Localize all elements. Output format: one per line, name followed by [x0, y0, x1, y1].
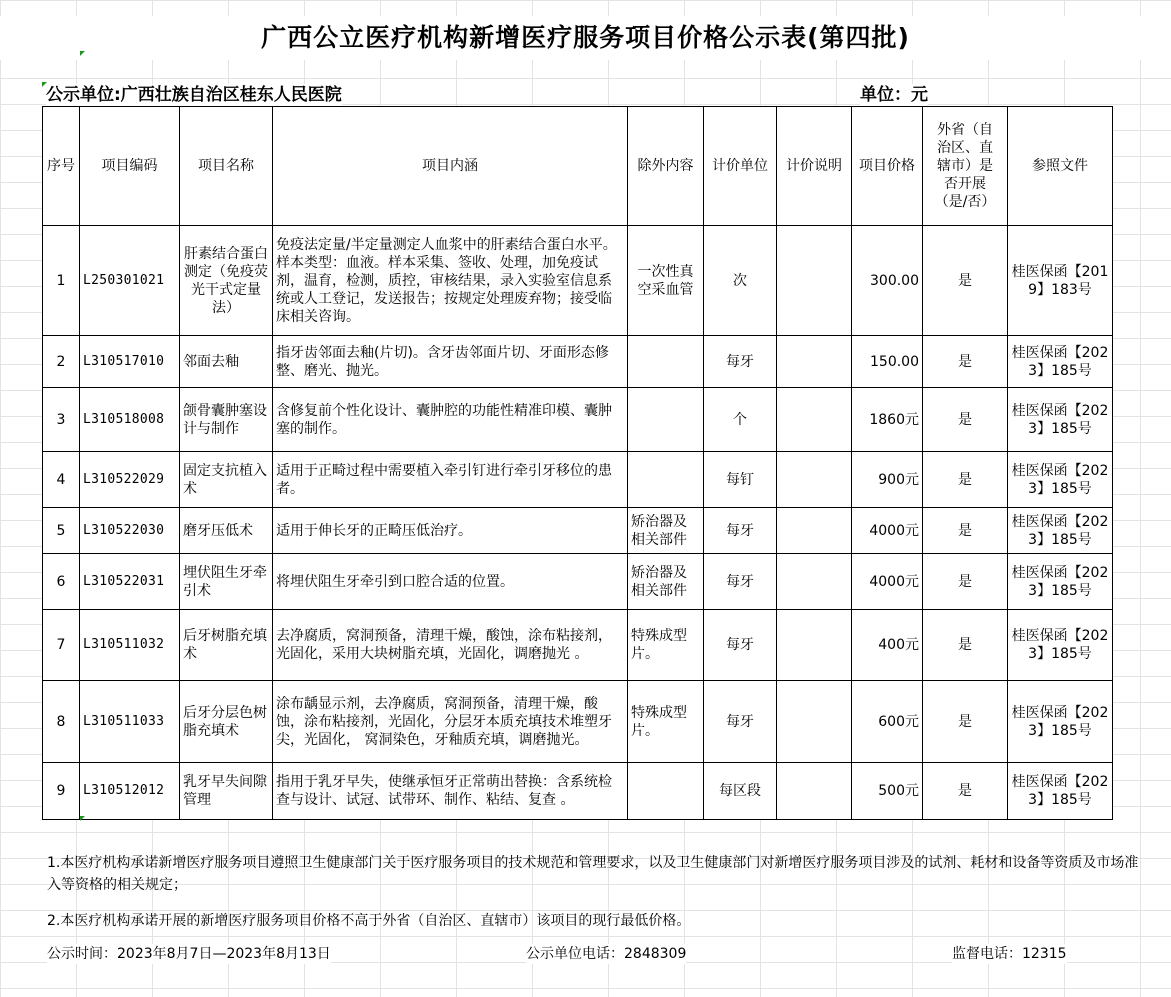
row-number: 3	[43, 388, 80, 452]
pricing-unit: 次	[704, 226, 777, 336]
pricing-note	[777, 388, 852, 452]
reference-document: 桂医保函【2019】183号	[1008, 226, 1113, 336]
table-row	[43, 336, 1113, 388]
publisher-row	[44, 84, 1112, 106]
item-content: 指牙齿邻面去釉(片切)。含牙齿邻面片切、牙面形态修整、磨光、抛光。	[273, 336, 628, 388]
item-content: 免疫法定量/半定量测定人血浆中的肝素结合蛋白水平。样本类型：血液。样本采集、签收、处理，加免疫试剂，温育，检测，质控，审核结果，录入实验室信息系统或人工登记，发送报告；按规定处理废弃物；接受临床相关咨询。	[273, 226, 628, 336]
table-row	[43, 681, 1113, 763]
item-code: L310511032	[80, 610, 180, 681]
reference-document: 桂医保函【2023】185号	[1008, 681, 1113, 763]
item-name: 磨牙压低术	[180, 508, 273, 554]
pricing-unit: 每牙	[704, 681, 777, 763]
reference-document: 桂医保函【2023】185号	[1008, 554, 1113, 610]
item-price: 1860元	[852, 388, 923, 452]
item-price: 500元	[852, 763, 923, 820]
row-number: 6	[43, 554, 80, 610]
cell-comment-marker	[80, 816, 85, 821]
other-province-flag: 是	[923, 681, 1008, 763]
item-content: 含修复前个性化设计、囊肿腔的功能性精准印模、囊肿塞的制作。	[273, 388, 628, 452]
other-province-flag: 是	[923, 610, 1008, 681]
table-row	[43, 763, 1113, 820]
item-price: 300.00	[852, 226, 923, 336]
item-price: 4000元	[852, 508, 923, 554]
reference-document: 桂医保函【2023】185号	[1008, 388, 1113, 452]
currency-unit-label: 单位：元	[860, 85, 928, 105]
header-cell: 外省（自治区、直辖市）是否开展（是/否）	[923, 107, 1008, 226]
table-row	[43, 452, 1113, 508]
publisher-label: 公示单位:广西壮族自治区桂东人民医院	[46, 85, 342, 105]
other-province-flag: 是	[923, 508, 1008, 554]
pricing-unit: 每牙	[704, 610, 777, 681]
pricing-unit: 个	[704, 388, 777, 452]
pricing-note	[777, 681, 852, 763]
excluded-content: 一次性真空采血管	[628, 226, 704, 336]
commitment-note-1: 1.本医疗机构承诺新增医疗服务项目遵照卫生健康部门关于医疗服务项目的技术规范和管理要求，以及卫生健康部门对新增医疗服务项目涉及的试剂、耗材和设备等资质及市场准入等资格的相关规定；	[47, 855, 1139, 893]
excluded-content: 矫治器及相关部件	[628, 554, 704, 610]
item-price: 600元	[852, 681, 923, 763]
price-table	[42, 106, 1113, 820]
item-content: 适用于正畸过程中需要植入牵引钉进行牵引牙移位的患者。	[273, 452, 628, 508]
excluded-content: 矫治器及相关部件	[628, 508, 704, 554]
item-price: 400元	[852, 610, 923, 681]
publicity-period: 公示时间：2023年8月7日—2023年8月13日	[47, 946, 331, 962]
pricing-unit: 每区段	[704, 763, 777, 820]
row-number: 2	[43, 336, 80, 388]
item-content: 将埋伏阻生牙牵引到口腔合适的位置。	[273, 554, 628, 610]
other-province-flag: 是	[923, 554, 1008, 610]
header-cell: 参照文件	[1008, 107, 1113, 226]
pricing-note	[777, 763, 852, 820]
item-code: L310511033	[80, 681, 180, 763]
header-cell: 计价说明	[777, 107, 852, 226]
table-row	[43, 388, 1113, 452]
reference-document: 桂医保函【2023】185号	[1008, 763, 1113, 820]
pricing-note	[777, 336, 852, 388]
row-number: 5	[43, 508, 80, 554]
item-content: 指用于乳牙早失，使继承恒牙正常萌出替换：含系统检查与设计、试冠、试带环、制作、粘结、复查 。	[273, 763, 628, 820]
header-cell: 项目编码	[80, 107, 180, 226]
item-content: 适用于伸长牙的正畸压低治疗。	[273, 508, 628, 554]
excluded-content	[628, 452, 704, 508]
pricing-note	[777, 452, 852, 508]
page-title: 广西公立医疗机构新增医疗服务项目价格公示表(第四批)	[0, 16, 1171, 60]
excluded-content: 特殊成型片。	[628, 610, 704, 681]
item-name: 邻面去釉	[180, 336, 273, 388]
header-cell: 项目内涵	[273, 107, 628, 226]
other-province-flag: 是	[923, 336, 1008, 388]
pricing-note	[777, 554, 852, 610]
item-code: L310518008	[80, 388, 180, 452]
reference-document: 桂医保函【2023】185号	[1008, 452, 1113, 508]
item-code: L310517010	[80, 336, 180, 388]
excluded-content	[628, 336, 704, 388]
item-name: 后牙分层色树脂充填术	[180, 681, 273, 763]
pricing-unit: 每牙	[704, 336, 777, 388]
excluded-content: 特殊成型片。	[628, 681, 704, 763]
other-province-flag: 是	[923, 226, 1008, 336]
item-code: L310512012	[80, 763, 180, 820]
item-name: 固定支抗植入术	[180, 452, 273, 508]
item-name: 乳牙早失间隙管理	[180, 763, 273, 820]
pricing-unit: 每钉	[704, 452, 777, 508]
reference-document: 桂医保函【2023】185号	[1008, 610, 1113, 681]
header-cell: 计价单位	[704, 107, 777, 226]
publisher-phone: 公示单位电话：2848309	[526, 946, 687, 962]
item-name: 埋伏阻生牙牵引术	[180, 554, 273, 610]
pricing-unit: 每牙	[704, 554, 777, 610]
header-cell: 除外内容	[628, 107, 704, 226]
table-row	[43, 610, 1113, 681]
supervision-phone: 监督电话：12315	[952, 946, 1067, 962]
commitment-note-2: 2.本医疗机构承诺开展的新增医疗服务项目价格不高于外省（自治区、直辖市）该项目的现行最低价格。	[47, 913, 691, 929]
item-code: L310522031	[80, 554, 180, 610]
header-cell: 项目价格	[852, 107, 923, 226]
item-content: 去净腐质，窝洞预备，清理干燥，酸蚀，涂布粘接剂，光固化，采用大块树脂充填，光固化，调磨抛光 。	[273, 610, 628, 681]
item-code: L310522029	[80, 452, 180, 508]
item-name: 后牙树脂充填术	[180, 610, 273, 681]
reference-document: 桂医保函【2023】185号	[1008, 336, 1113, 388]
other-province-flag: 是	[923, 388, 1008, 452]
row-number: 4	[43, 452, 80, 508]
excluded-content	[628, 763, 704, 820]
excluded-content	[628, 388, 704, 452]
item-name: 颌骨囊肿塞设计与制作	[180, 388, 273, 452]
item-price: 4000元	[852, 554, 923, 610]
row-number: 7	[43, 610, 80, 681]
pricing-unit: 每牙	[704, 508, 777, 554]
pricing-note	[777, 226, 852, 336]
item-content: 涂布龋显示剂，去净腐质，窝洞预备，清理干燥，酸蚀，涂布粘接剂，光固化，分层牙本质充填技术堆塑牙尖，光固化， 窝洞染色，牙釉质充填，调磨抛光。	[273, 681, 628, 763]
item-code: L310522030	[80, 508, 180, 554]
pricing-note	[777, 610, 852, 681]
cell-comment-marker	[80, 51, 85, 56]
row-number: 1	[43, 226, 80, 336]
item-code: L250301021	[80, 226, 180, 336]
row-number: 8	[43, 681, 80, 763]
item-price: 150.00	[852, 336, 923, 388]
header-cell: 序号	[43, 107, 80, 226]
table-row	[43, 226, 1113, 336]
item-name: 肝素结合蛋白测定（免疫荧光干式定量法）	[180, 226, 273, 336]
other-province-flag: 是	[923, 763, 1008, 820]
header-cell: 项目名称	[180, 107, 273, 226]
pricing-note	[777, 508, 852, 554]
item-price: 900元	[852, 452, 923, 508]
row-number: 9	[43, 763, 80, 820]
other-province-flag: 是	[923, 452, 1008, 508]
reference-document: 桂医保函【2023】185号	[1008, 508, 1113, 554]
table-header-row	[43, 107, 1113, 226]
table-row	[43, 554, 1113, 610]
cell-comment-marker	[42, 82, 47, 87]
table-row	[43, 508, 1113, 554]
